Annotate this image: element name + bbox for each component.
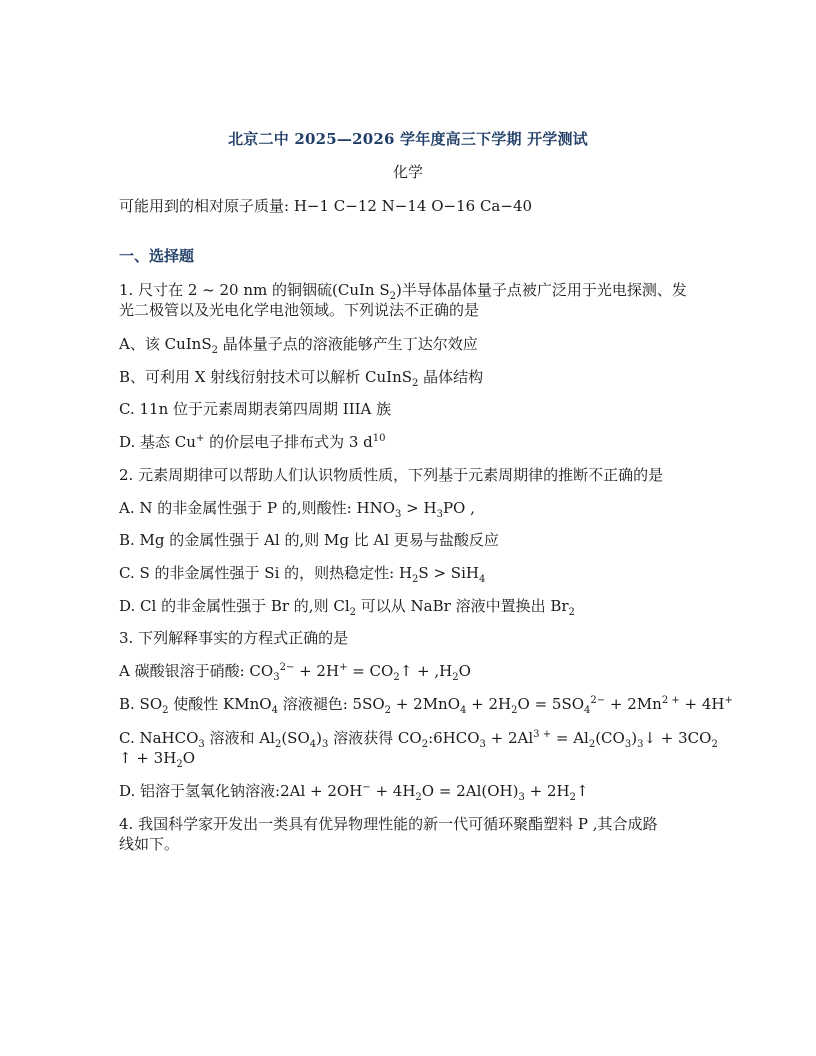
question-3-option-c-line2: ↑ + $3H_2O$ (119, 749, 195, 770)
question-3-option-c: C. NaHCO$_3$ 溶液和 $Al_2(SO_4)_3$ 溶液获得 $CO_2:6HCO_3 + 2Al^{3 +}$ = $Al_2(CO_3)_3↓ + 3CO_2$ (119, 729, 718, 750)
question-3-stem: 3. 下列解释事实的方程式正确的是 (119, 629, 349, 647)
question-4-stem: 4. 我国科学家开发出一类具有优异物理性能的新一代可循环聚酯塑料 P ,其合成路 (119, 815, 658, 833)
question-2-option-d: D. Cl 的非金属性强于 Br 的,则 $Cl_2$ 可以从 NaBr 溶液中置换出 $Br_2$ (119, 597, 575, 618)
question-2-option-b: B. Mg 的金属性强于 Al 的,则 Mg 比 Al 更易与盐酸反应 (119, 531, 499, 549)
question-2-stem: 2. 元素周期律可以帮助人们认识物质性质，下列基于元素周期律的推断不正确的是 (119, 466, 664, 484)
section-heading: 一、选择题 (119, 247, 195, 265)
question-1-stem-line2: 光二极管以及光电化学电池领域。下列说法不正确的是 (119, 301, 480, 319)
question-1-option-d: D. 基态 Cu+ 的价层电子排布式为 3 $d^{10}$ (119, 433, 386, 451)
question-1-stem: 1. 尺寸在 2 ~ 20 nm 的铜铟硫(CuIn $S_2$)半导体晶体量子点被广泛用于光电探测、发 (119, 281, 687, 302)
question-2-option-c: C. S 的非金属性强于 Si 的，则热稳定性: $H_2S > SiH_4$ (119, 564, 486, 585)
question-3-option-a: A 碳酸银溶于硝酸: $CO_3^{2-} + 2H^+$ = $CO_2↑ + ,H_2O$ (119, 662, 471, 683)
atomic-masses-note: 可能用到的相对原子质量: H−1 C−12 N−14 O−16 Ca−40 (119, 197, 533, 215)
subject-label: 化学 (392, 163, 423, 181)
question-2-option-a: A. N 的非金属性强于 P 的,则酸性: $HNO_3 > H_3PO$ , (119, 499, 475, 520)
question-4-stem-line2: 线如下。 (119, 835, 180, 853)
page-title: 北京二中 2025—2026 学年度高三下学期 开学测试 (228, 130, 588, 148)
question-1-option-b: B、可利用 X 射线衍射技术可以解析 CuInS$_2$ 晶体结构 (119, 368, 484, 389)
question-3-option-d: D. 铝溶于氢氧化钠溶液:2Al + $2OH^- + 4H_2O = 2Al(OH)_3$ + $2H_2↑$ (119, 782, 589, 803)
question-1-option-c: C. 11n 位于元素周期表第四周期 IIIA 族 (119, 400, 392, 418)
question-1-option-a: A、该 CuInS$_2$ 晶体量子点的溶液能够产生丁达尔效应 (119, 335, 478, 356)
question-3-option-b: B. $SO_2$ 使酸性 KMnO$_4$ 溶液褪色: $5SO_2 + 2MnO_4 + 2H_2O = 5SO_4^{2-} + 2Mn^{2 +} + 4H^+$ (119, 695, 733, 716)
